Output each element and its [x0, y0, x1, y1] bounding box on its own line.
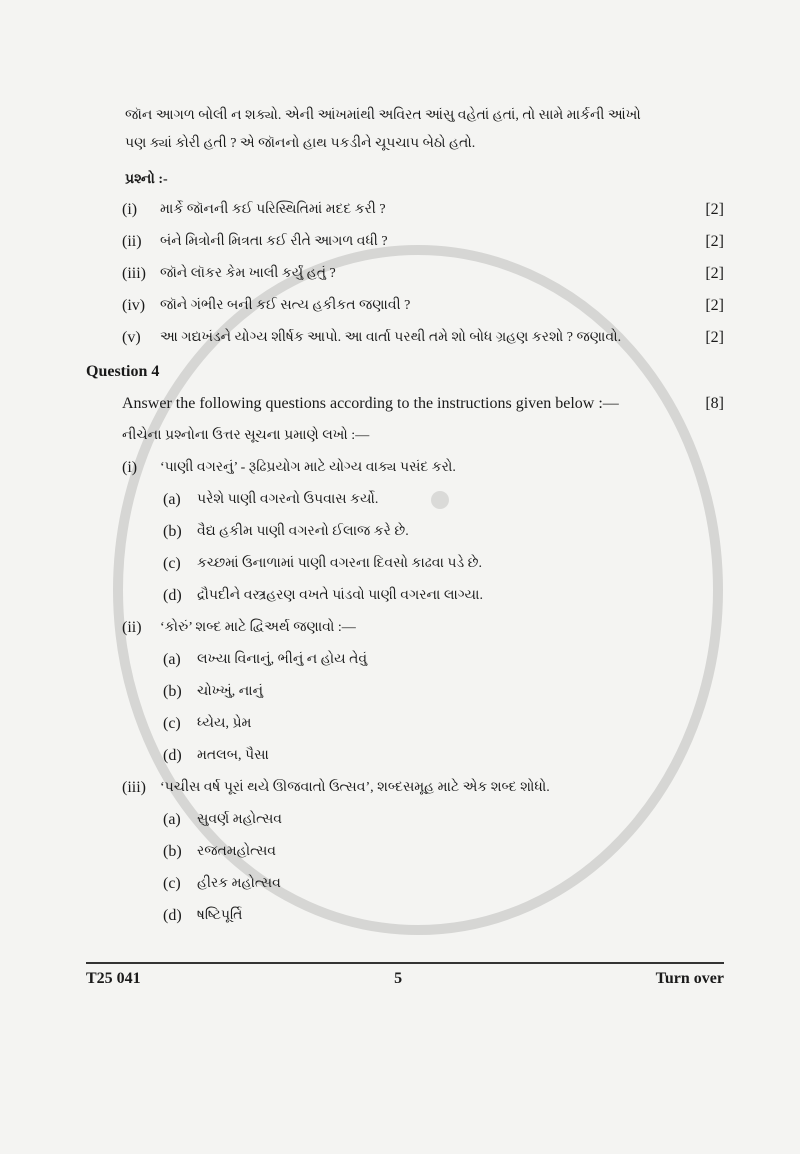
option [86, 804, 724, 836]
q3-item [86, 258, 724, 290]
option-text: વૈદ્ય હકીમ પાણી વગરનો ઈલાજ કરે છે. [197, 524, 409, 539]
option [86, 548, 724, 580]
q3-item-text: બંને મિત્રોની મિત્રતા કઈ રીતે આગળ વધી ? [160, 234, 388, 249]
q3-item-text: જૉને ગંભીર બની કઈ સત્ય હકીકત જણાવી ? [160, 298, 411, 313]
passage-line-2: પણ ક્યાં કોરી હતી ? એ જૉનનો હાથ પકડીને ચૂપચાપ બેઠો હતો. [125, 136, 476, 151]
passage-line-1: જૉન આગળ બોલી ન શક્યો. એની આંખમાંથી અવિરત આંસુ વહેતાં હતાં, તો સામે માર્કની આંખો [125, 108, 641, 123]
option [86, 740, 724, 772]
passage [86, 102, 724, 194]
option-label: (c) [163, 555, 181, 572]
q4-instruction-gu: નીચેના પ્રશ્નોના ઉત્તર સૂચના પ્રમાણે લખો :— [122, 428, 370, 443]
questions-heading: પ્રશ્નો :- [125, 172, 168, 187]
option-label: (a) [163, 651, 181, 668]
option [86, 676, 724, 708]
q3-item-number: (iii) [122, 265, 146, 282]
option-label: (d) [163, 907, 182, 924]
turn-over: Turn over [655, 970, 724, 987]
q3-item-text: જૉને લૉકર કેમ ખાલી કર્યું હતું ? [160, 266, 336, 281]
q3-item [86, 290, 724, 322]
option-text: સુવર્ણ મહોત્સવ [197, 812, 283, 827]
option-text: લખ્યા વિનાનું, ભીનું ન હોય તેવું [197, 652, 368, 667]
footer [86, 964, 724, 990]
option-text: મતલબ, પૈસા [197, 748, 269, 763]
q4-part-text: ‘પાણી વગરનું’ - રૂઢિપ્રયોગ માટે યોગ્ય વાક્ય પસંદ કરો. [160, 460, 456, 475]
footer-code: T25 041 [86, 970, 141, 987]
q3-item-number: (v) [122, 329, 141, 346]
option [86, 580, 724, 612]
q4-part-text: ‘કોરું’ શબ્દ માટે દ્વિઅર્થ જણાવો :— [160, 620, 356, 635]
q4-part [86, 452, 724, 484]
option-label: (b) [163, 683, 182, 700]
q3-item-marks: [2] [705, 233, 724, 250]
option [86, 644, 724, 676]
q3-item [86, 226, 724, 258]
option-text: દ્રૌપદીને વસ્ત્રહરણ વખતે પાંડવો પાણી વગરના લાગ્યા. [197, 588, 483, 603]
q3-item-text: માર્કે જૉનની કઈ પરિસ્થિતિમાં મદદ કરી ? [160, 202, 386, 217]
q4-part-number: (ii) [122, 619, 142, 636]
q3-item-number: (ii) [122, 233, 142, 250]
option-text: કચ્છમાં ઉનાળામાં પાણી વગરના દિવસો કાઢવા પડે છે. [197, 556, 482, 571]
q4-part-number: (iii) [122, 779, 146, 796]
option-text: ષષ્ટિપૂર્તિ [197, 908, 243, 923]
option-text: ધ્યેય, પ્રેમ [197, 716, 252, 731]
option-text: રજતમહોત્સવ [197, 844, 277, 859]
q3-item-marks: [2] [705, 329, 724, 346]
q3-item-marks: [2] [705, 297, 724, 314]
q3-item-text: આ ગદ્યખંડને યોગ્ય શીર્ષક આપો. આ વાર્તા પરથી તમે શો બોધ ગ્રહણ કરશો ? જણાવો. [160, 330, 622, 345]
option-label: (a) [163, 491, 181, 508]
q4-marks: [8] [705, 395, 724, 412]
option [86, 868, 724, 900]
q4-instruction-en: Answer the following questions according to the instructions given below :— [122, 395, 619, 412]
option [86, 484, 724, 516]
option [86, 836, 724, 868]
q3-item-number: (iv) [122, 297, 146, 314]
option-label: (d) [163, 587, 182, 604]
option-text: હીરક મહોત્સવ [197, 876, 281, 891]
option-label: (c) [163, 715, 181, 732]
question-3-items [86, 194, 724, 354]
option-text: પરેશે પાણી વગરનો ઉપવાસ કર્યો. [197, 492, 379, 507]
q4-part [86, 612, 724, 644]
q4-part-number: (i) [122, 459, 138, 476]
option [86, 516, 724, 548]
option-label: (b) [163, 843, 182, 860]
q3-item-number: (i) [122, 201, 138, 218]
option-label: (a) [163, 811, 181, 828]
option [86, 708, 724, 740]
option [86, 900, 724, 932]
q3-item [86, 322, 724, 354]
option-label: (b) [163, 523, 182, 540]
q3-item [86, 194, 724, 226]
q4-part-text: ‘પચીસ વર્ષ પૂરાં થયે ઊજવાતો ઉત્સવ’, શબ્દસમૂહ માટે એક શબ્દ શોધો. [160, 780, 550, 795]
q3-item-marks: [2] [705, 201, 724, 218]
q3-item-marks: [2] [705, 265, 724, 282]
option-label: (c) [163, 875, 181, 892]
page-number: 5 [394, 970, 403, 987]
question-4 [86, 354, 724, 932]
option-text: ચોખ્ખું, નાનું [197, 684, 263, 699]
option-label: (d) [163, 747, 182, 764]
question-4-title: Question 4 [86, 363, 160, 380]
q4-part [86, 772, 724, 804]
